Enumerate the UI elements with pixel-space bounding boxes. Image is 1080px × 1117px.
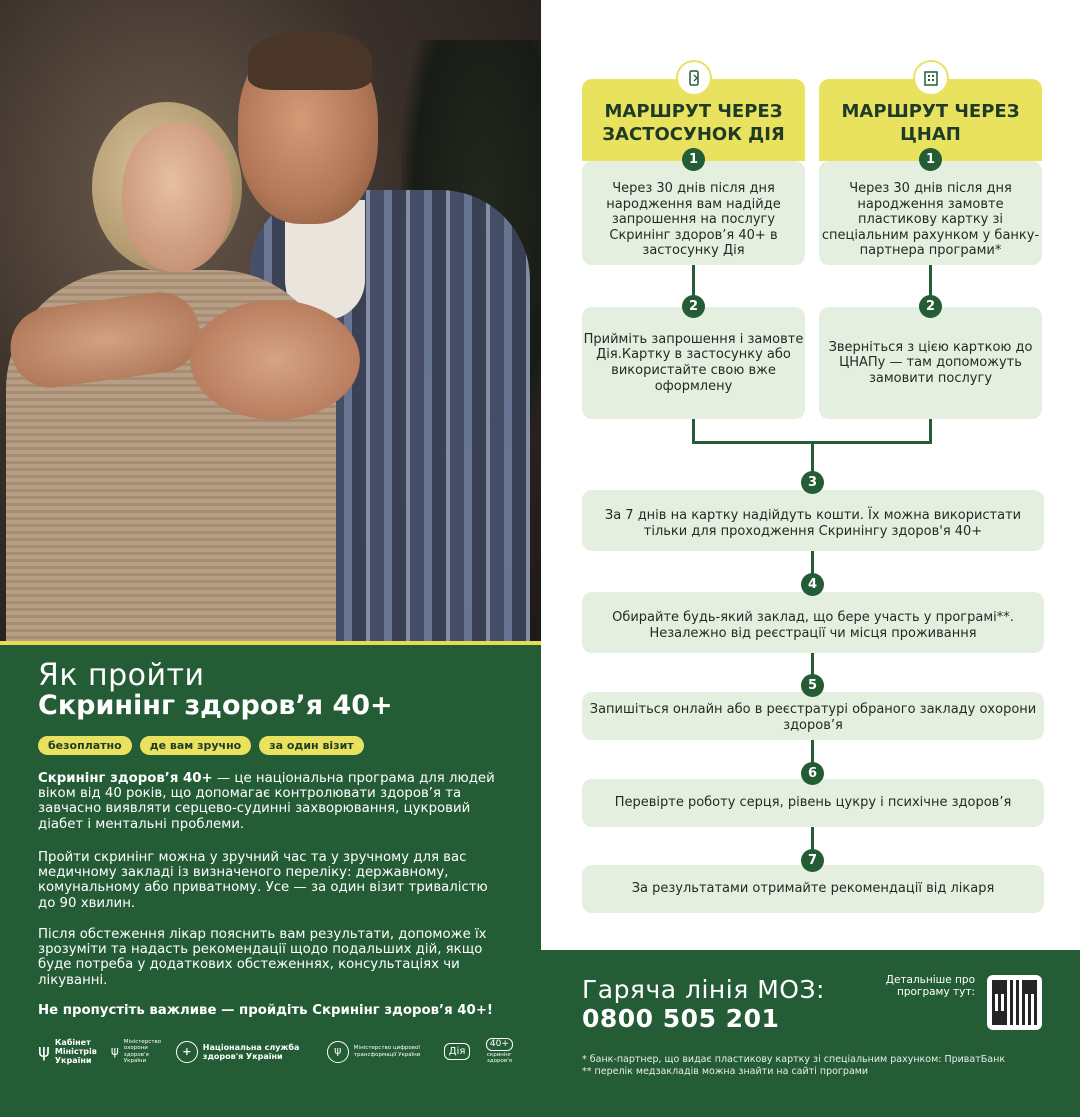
cross-icon: + — [176, 1041, 198, 1063]
phone-icon — [676, 60, 712, 96]
step3-card: За 7 днів на картку надійдуть кошти. Їх можна використати тільки для проходження Скринінгу здоров'я 40+ — [582, 490, 1044, 551]
step-number: 4 — [801, 573, 824, 596]
step-number: 5 — [801, 674, 824, 697]
after-paragraph: Після обстеження лікар пояснить вам результати, допоможе їх зрозуміти та надасть рекомендації щодо подальших дій, якщо буде потреба у додаткових обстеженнях, консультаціях чи лікуванні. — [38, 927, 487, 988]
woman-face-shape — [122, 122, 232, 272]
step-number: 2 — [919, 295, 942, 318]
intro-paragraph — [38, 771, 508, 832]
program-name: Скринінг здоров’я 40+ — [38, 771, 213, 786]
step-number: 1 — [919, 148, 942, 171]
step1-diia-card: Через 30 днів після дня народження вам надійде запрошення на послугу Скринінг здоров’я 40+ в застосунку Дія — [582, 161, 805, 265]
step1-cnap-card: Через 30 днів після дня народження замовте пластикову картку зі спеціальним рахунком у банку-партнера програми* — [819, 161, 1042, 265]
badge-free: безоплатно — [38, 736, 132, 755]
qr-code-icon — [992, 980, 1037, 1025]
hero-photo — [0, 0, 541, 641]
trident-circle-icon: ψ — [327, 1041, 349, 1063]
step-number: 1 — [682, 148, 705, 171]
route-cnap-header: МАРШРУТ ЧЕРЕЗ ЦНАП — [819, 79, 1042, 161]
route-diia-header: МАРШРУТ ЧЕРЕЗ ЗАСТОСУНОК ДІЯ — [582, 79, 805, 161]
man-hair-shape — [248, 30, 372, 90]
info-panel — [0, 645, 541, 1117]
step2-diia-card: Прийміть запрошення і замовте Дія.Картку в застосунку або використайте свою вже оформлену — [582, 307, 805, 419]
trident-icon: ψ — [38, 1041, 50, 1062]
step-number: 3 — [801, 471, 824, 494]
mdt-logo: ψ Міністерство цифрової трансформації України — [327, 1041, 432, 1063]
step-number: 7 — [801, 849, 824, 872]
step4-card: Обирайте будь-який заклад, що бере участь у програмі**. Незалежно від реєстрації чи місця проживання — [582, 592, 1044, 653]
footnote-clinics: ** перелік медзакладів можна знайти на сайті програми — [582, 1066, 869, 1077]
nszu-logo: + Національна служба здоров'я України — [176, 1041, 315, 1063]
logo-row — [38, 1038, 516, 1065]
badge-convenient: де вам зручно — [140, 736, 252, 755]
hands-shape — [190, 300, 360, 420]
badge-one-visit: за один візит — [259, 736, 363, 755]
step-number: 6 — [801, 762, 824, 785]
hotline-panel — [541, 950, 1080, 1117]
step5-card: Запишіться онлайн або в реєстратурі обраного закладу охорони здоров’я — [582, 692, 1044, 740]
hotline-title: Гаряча лінія МОЗ: — [582, 975, 825, 1004]
title-line1: Як пройти — [38, 658, 205, 693]
title-line2: Скринінг здоров’я 40+ — [38, 690, 393, 721]
step6-card: Перевірте роботу серця, рівень цукру і психічне здоров’я — [582, 779, 1044, 827]
route-flowchart — [541, 0, 1080, 950]
step-number: 2 — [682, 295, 705, 318]
cabinet-logo: ψ Кабінет Міністрів України — [38, 1038, 97, 1065]
step2-cnap-card: Зверніться з цією карткою до ЦНАПу — там допоможуть замовити послугу — [819, 307, 1042, 419]
qr-code[interactable] — [987, 975, 1042, 1030]
building-icon — [913, 60, 949, 96]
call-to-action: Не пропустіть важливе — пройдіть Скринінг здоров’я 40+! — [38, 1003, 493, 1018]
connector-line — [692, 419, 695, 443]
trident-small-icon: ψ — [110, 1044, 119, 1059]
step7-card: За результатами отримайте рекомендації від лікаря — [582, 865, 1044, 913]
connector-line — [929, 419, 932, 443]
footnote-bank: * банк-партнер, що видає пластикову картку зі спеціальним рахунком: ПриватБанк — [582, 1054, 1006, 1065]
where-paragraph: Пройти скринінг можна у зручний час та у зручному для вас медичному закладі із визначеного переліку: державному, комунальному або приватному. Усе — за один візит тривалістю до 90 хвилин. — [38, 850, 488, 911]
screening-logo: 40+ скринінг здоров'я — [486, 1039, 512, 1065]
hotline-phone[interactable]: 0800 505 201 — [582, 1004, 780, 1033]
moh-logo: ψ Міністерство охорони здоров'я України — [110, 1038, 162, 1064]
diia-logo: Дія — [444, 1043, 471, 1060]
badge-row — [38, 736, 364, 755]
intro-text: — це національна програма для людей віком від 40 років, що допомагає контролювати здоров’я та завчасно виявляти серцево-судинні захворювання, цукровий діабет і ментальні проблеми. — [38, 771, 495, 832]
more-info-label: Детальніше про програму тут: — [885, 974, 975, 998]
